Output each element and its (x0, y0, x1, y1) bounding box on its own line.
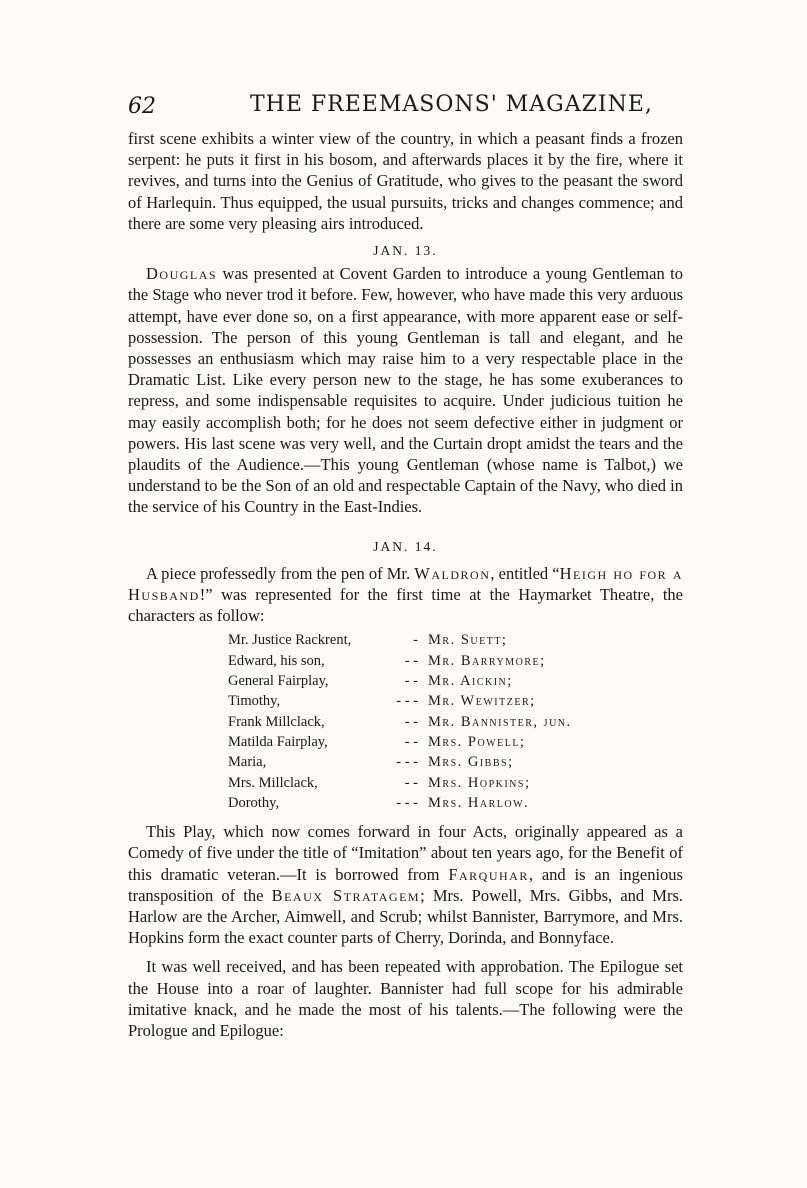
play-title: Heigh ho for a Husband (128, 563, 684, 605)
cast-actor: Mr. Bannister, jun. (428, 713, 572, 730)
cast-row (228, 712, 648, 732)
comedy-text-c: ; Mrs. Powell, Mrs. Gibbs, and Mrs. Harlow are the Archer, Aimwell, and Scrub; whilst Bannister, Barrymore, and Mrs. Hopkins form the exact counter parts of Cherry, Dorinda, and Bonnyface. (128, 885, 683, 948)
cast-role: Matilda Fairplay, (228, 733, 328, 750)
cast-dash: - - (404, 774, 418, 791)
comedy-paragraph (128, 821, 683, 948)
cast-row (228, 691, 648, 711)
cast-dash: - (413, 632, 418, 649)
cast-actor: Mrs. Gibbs; (428, 754, 514, 771)
play-name-douglas: Douglas (146, 264, 218, 284)
cast-dash: - - (404, 673, 418, 690)
cast-actor: Mr. Aickin; (428, 673, 513, 690)
intro-text-b: , entitled “ (490, 563, 560, 583)
intro-text-c: !” was represented for the first time at the Haymarket Theatre, the characters as follow: (128, 585, 683, 626)
cast-actor: Mrs. Harlow. (428, 794, 530, 811)
intro-paragraph: first scene exhibits a winter view of the country, in which a peasant finds a frozen serpent: he puts it first in his bosom, and afterwards places it by the fire, where it revives, and turns into the Genius of Gratitude, who gives to the peasant the sword of Harlequin. Thus equipped, the usual pursuits, tricks and changes commence; and there are some very pleasing airs introduced. (128, 129, 683, 233)
cast-list (228, 630, 648, 813)
cast-role: Dorothy, (228, 794, 280, 811)
cast-role: Mrs. Millclack, (228, 774, 318, 791)
running-title: THE FREEMASONS' MAGAZINE, (250, 92, 653, 117)
article-body (128, 128, 683, 1041)
cast-row (228, 630, 648, 650)
cast-dash: - - - (396, 794, 418, 811)
cast-actor: Mr. Barrymore; (428, 652, 546, 669)
douglas-paragraph (128, 263, 683, 517)
date-heading-jan-13: JAN. 13. (373, 243, 438, 259)
author-name: Waldron (414, 563, 491, 583)
cast-dash: - - (404, 652, 418, 669)
cast-actor: Mr. Suett; (428, 632, 508, 649)
intro-text-a: A piece professedly from the pen of Mr. (146, 563, 415, 583)
date-heading-jan-14: JAN. 14. (373, 538, 438, 554)
cast-role: General Fairplay, (228, 673, 329, 690)
douglas-text: was presented at Covent Garden to introduce a young Gentleman to the Stage who never trod it before. Few, however, who have made this very arduous attempt, have ever done so, on a first appearance, with more apparent ease or self-possession. The person of this young Gentleman is tall and elegant, and he possesses an enthusiasm which may raise him to a very respectable place in the Dramatic List. Like every person new to the stage, he has some exuberances to repress, and some indispensable requisites to acquire. Under judicious tuition he may easily accomplish both; for he does not seem defective either in judgment or powers. His last scene was very well, and the Curtain dropt amidst the tears and the plaudits of the Audience.—This young Gentleman (whose name is Talbot,) we understand to be the Son of an old and respectable Captain of the Navy, who died in the service of his Country in the East-Indies. (128, 264, 683, 517)
play-intro-paragraph (128, 563, 683, 627)
cast-dash: - - (404, 733, 418, 750)
cast-dash: - - - (396, 693, 418, 710)
cast-row (228, 651, 648, 671)
cast-role: Mr. Justice Rackrent, (228, 632, 352, 649)
cast-role: Timothy, (228, 693, 281, 710)
cast-role: Maria, (228, 754, 267, 771)
comedy-text-b: , and is an ingenious transposition of the (128, 864, 683, 905)
cast-row (228, 773, 648, 793)
cast-actor: Mr. Wewitzer; (428, 693, 536, 710)
cast-actor: Mrs. Powell; (428, 733, 526, 750)
page-number: 62 (128, 94, 156, 119)
reception-paragraph: It was well received, and has been repeated with approbation. The Epilogue set the House into a roar of laughter. Bannister had full scope for his admirable imitative knack, and he made the most of his talents.—The following were the Prologue and Epilogue: (128, 957, 683, 1040)
cast-actor: Mrs. Hopkins; (428, 774, 531, 791)
cast-role: Frank Millclack, (228, 713, 325, 730)
cast-dash: - - - (396, 754, 418, 771)
cast-row (228, 793, 648, 813)
cast-role: Edward, his son, (228, 652, 325, 669)
farquhar-name: Farquhar (448, 864, 529, 884)
stratagem-title: Beaux Stratagem (271, 885, 421, 905)
page-header (0, 92, 807, 122)
cast-row (228, 671, 648, 691)
cast-row (228, 732, 648, 752)
comedy-text-a: This Play, which now comes forward in four Acts, originally appeared as a Comedy of five under the title of “Imitation” about ten years ago, for the Benefit of this dramatic veteran.—It is borrowed from (128, 822, 683, 884)
cast-dash: - - (404, 713, 418, 730)
cast-row (228, 752, 648, 772)
